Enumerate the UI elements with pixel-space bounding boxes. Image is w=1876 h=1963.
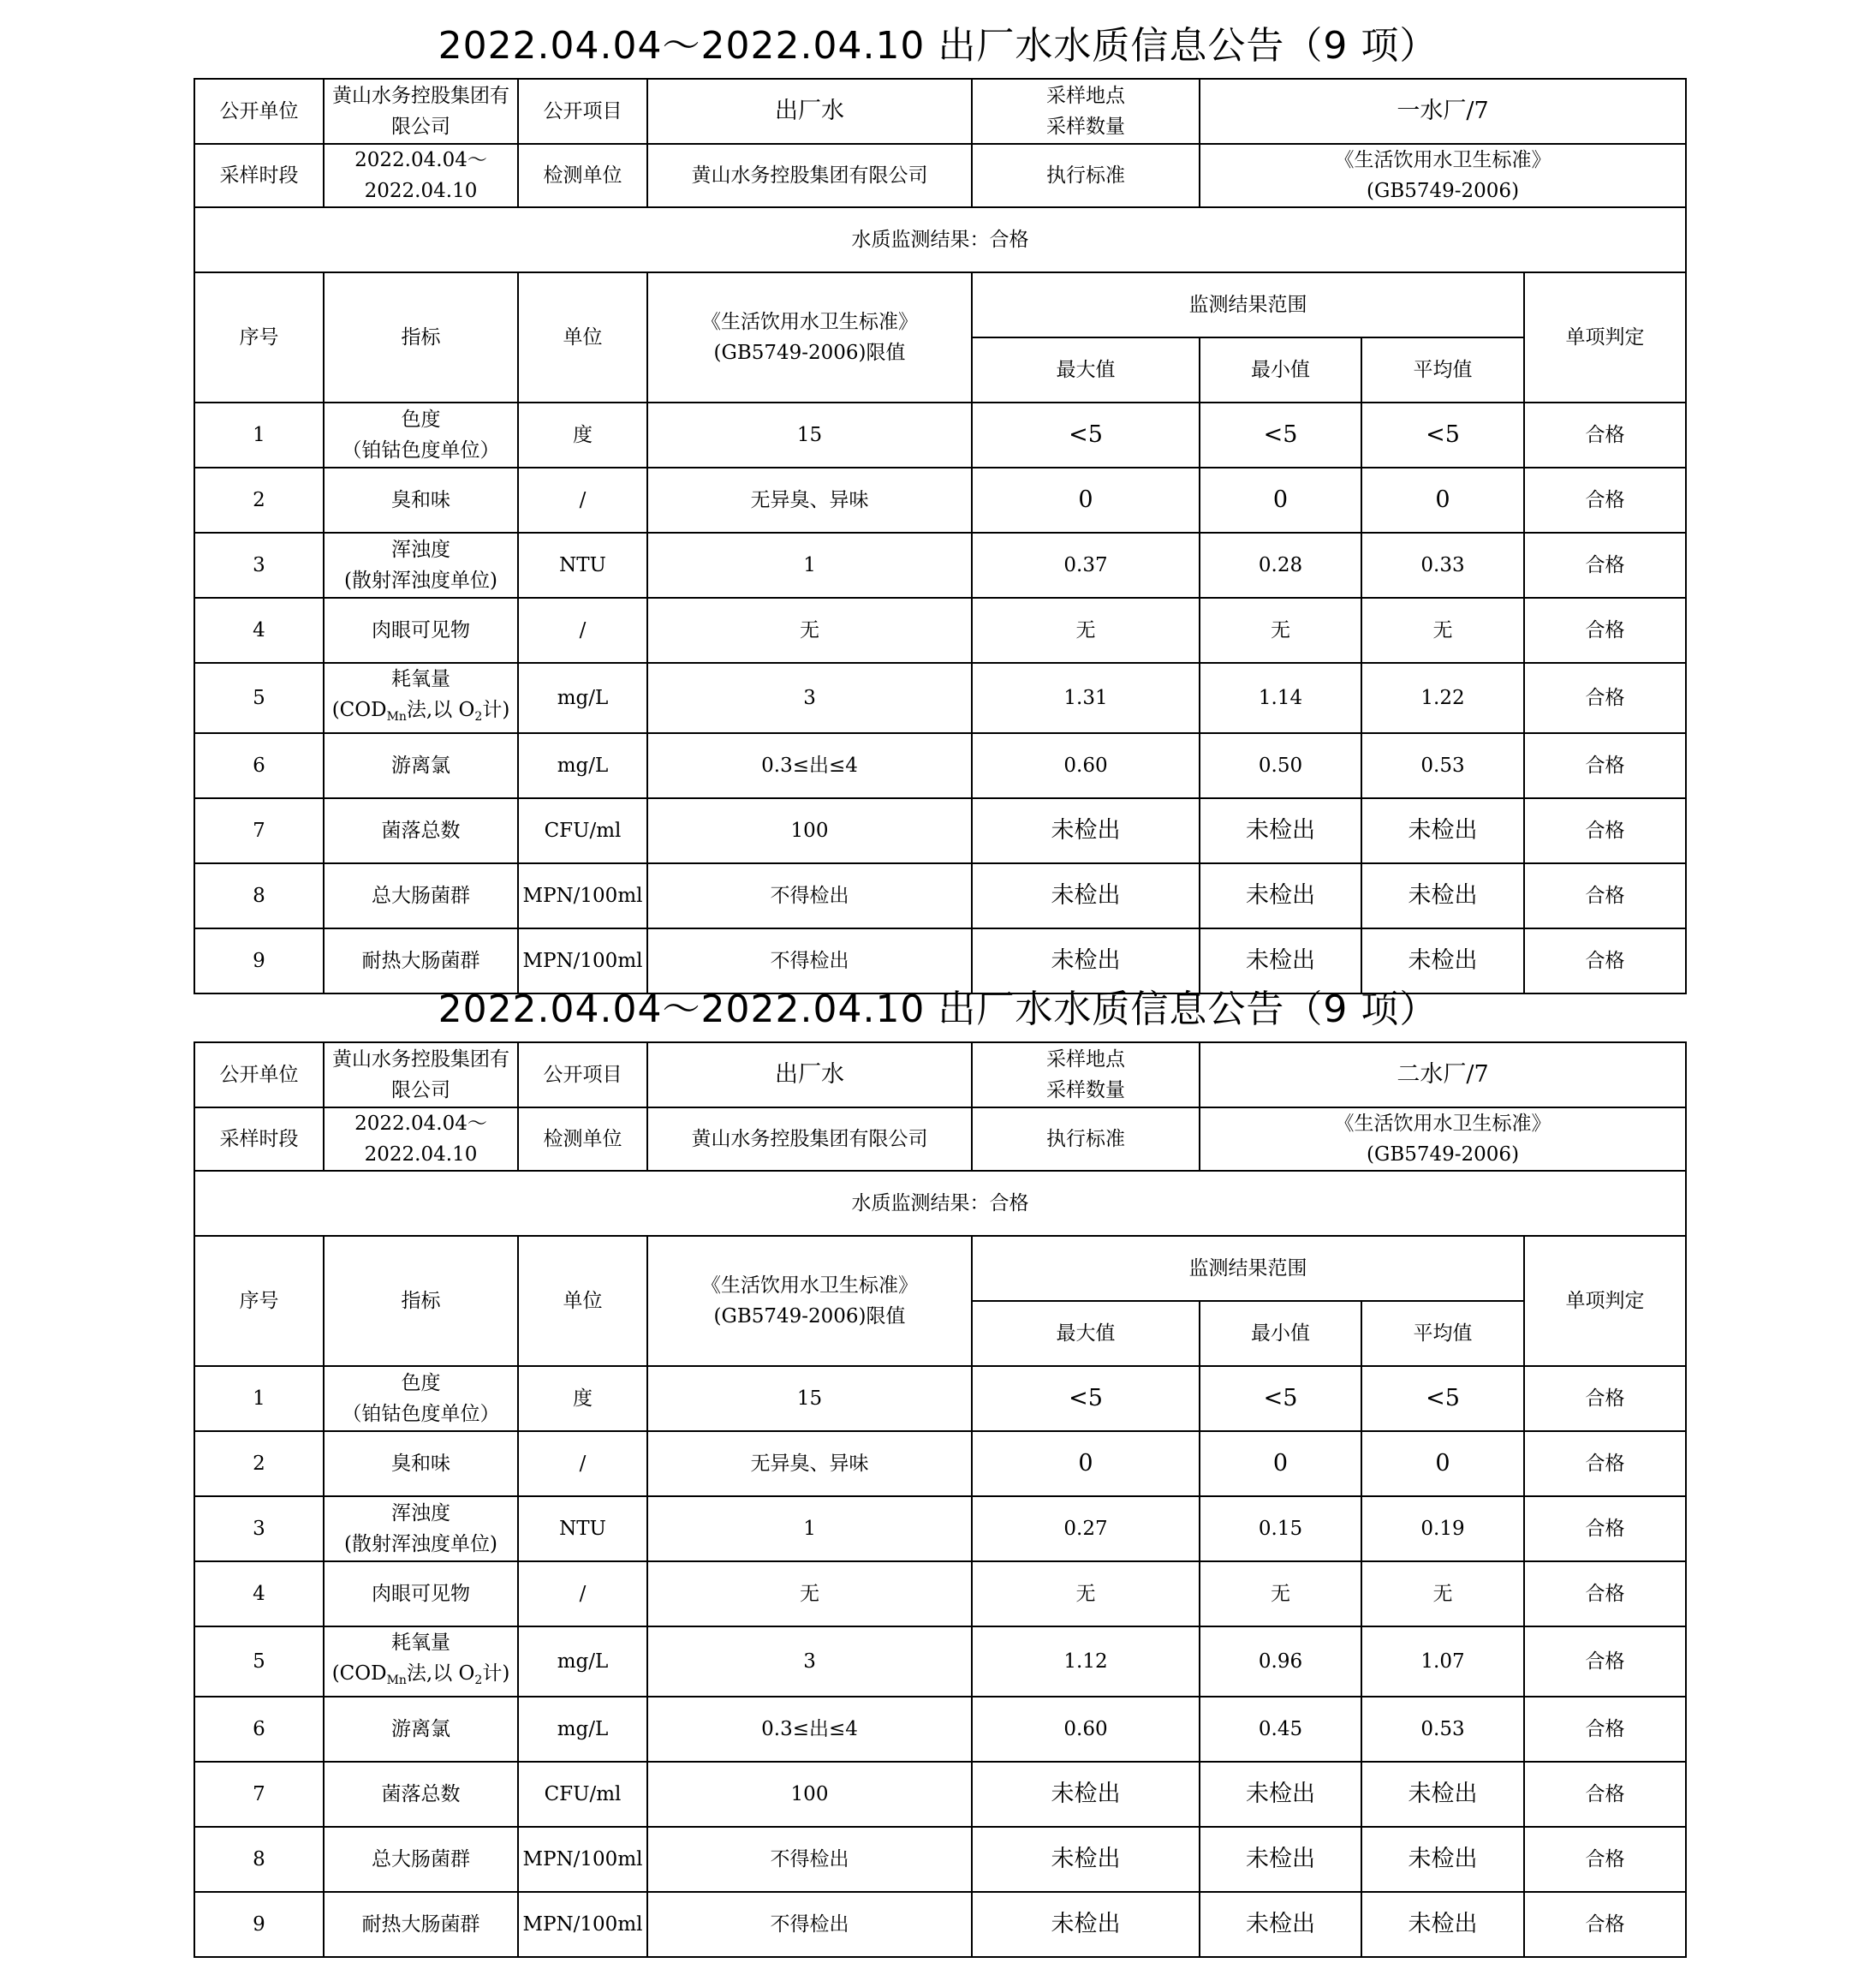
row-limit: 15: [647, 1366, 972, 1431]
row-unit: mg/L: [518, 1697, 647, 1762]
row-min: 0: [1200, 1431, 1361, 1496]
row-avg: 未检出: [1361, 798, 1524, 863]
row-max: 0: [972, 1431, 1200, 1496]
table-row: [194, 863, 1686, 928]
indicator-note-sub2: 2: [474, 1674, 483, 1687]
header-judge: 单项判定: [1524, 272, 1686, 403]
row-limit: 15: [647, 403, 972, 468]
row-unit: MPN/100ml: [518, 863, 647, 928]
row-limit: 0.3≤出≤4: [647, 733, 972, 798]
row-indicator: 菌落总数: [324, 1762, 518, 1827]
standard-value-line2: (GB5749-2006): [1366, 1143, 1520, 1166]
row-limit: 不得检出: [647, 1892, 972, 1957]
indicator-note-sub1: Mn: [386, 710, 407, 724]
period-label: 采样时段: [194, 1107, 324, 1171]
indicator-note-b: 法,以 O: [406, 699, 475, 721]
row-indicator: 菌落总数: [324, 798, 518, 863]
header-range: 监测结果范围: [972, 272, 1524, 337]
row-indicator: [324, 663, 518, 733]
row-min: 未检出: [1200, 928, 1361, 993]
sampling-site-label-line2: 采样数量: [1046, 1079, 1126, 1101]
header-min: 最小值: [1200, 1301, 1361, 1366]
row-no: 2: [194, 1431, 324, 1496]
indicator-name: 浑浊度: [391, 539, 450, 561]
lab-label: 检测单位: [518, 1107, 647, 1171]
lab-label: 检测单位: [518, 144, 647, 207]
indicator-note-a: (COD: [331, 699, 387, 721]
row-max: 0.60: [972, 733, 1200, 798]
row-indicator: 臭和味: [324, 1431, 518, 1496]
standard-value-line1: 《生活饮用水卫生标准》: [1334, 149, 1551, 171]
row-judge: 合格: [1524, 468, 1686, 533]
row-indicator: 耐热大肠菌群: [324, 1892, 518, 1957]
header-limit-line2: (GB5749-2006)限值: [713, 342, 906, 364]
row-judge: 合格: [1524, 598, 1686, 663]
row-limit: 3: [647, 663, 972, 733]
row-max: 未检出: [972, 798, 1200, 863]
row-max: 1.31: [972, 663, 1200, 733]
table-row: [194, 1697, 1686, 1762]
row-max: 0: [972, 468, 1200, 533]
indicator-note: (散射浑浊度单位): [344, 1533, 497, 1555]
row-min: 0.50: [1200, 733, 1361, 798]
row-no: 5: [194, 663, 324, 733]
sampling-site-label: [972, 79, 1200, 144]
standard-value: [1200, 1107, 1686, 1171]
water-quality-table: [194, 1041, 1687, 1958]
indicator-note: [328, 695, 514, 732]
row-avg: 未检出: [1361, 1892, 1524, 1957]
table-row: [194, 1366, 1686, 1431]
row-min: 未检出: [1200, 863, 1361, 928]
row-limit: 0.3≤出≤4: [647, 1697, 972, 1762]
publisher-value: 黄山水务控股集团有限公司: [324, 79, 518, 144]
row-judge: 合格: [1524, 798, 1686, 863]
indicator-note: （铂钴色度单位）: [342, 439, 500, 462]
row-unit: CFU/ml: [518, 798, 647, 863]
row-indicator: [324, 1626, 518, 1697]
indicator-name: 耗氧量: [391, 668, 450, 690]
row-unit: CFU/ml: [518, 1762, 647, 1827]
row-no: 8: [194, 1827, 324, 1892]
row-indicator: [324, 533, 518, 598]
row-no: 4: [194, 1561, 324, 1626]
row-no: 5: [194, 1626, 324, 1697]
row-judge: 合格: [1524, 1762, 1686, 1827]
lab-value: 黄山水务控股集团有限公司: [647, 1107, 972, 1171]
table-row: [194, 663, 1686, 733]
notice-title: 2022.04.04～2022.04.10 出厂水水质信息公告（9 项）: [438, 987, 1438, 1031]
indicator-note-sub2: 2: [474, 710, 483, 724]
project-label: 公开项目: [518, 79, 647, 144]
sampling-site-value: 一水厂/7: [1200, 79, 1686, 144]
row-judge: 合格: [1524, 1827, 1686, 1892]
header-indicator: 指标: [324, 1236, 518, 1366]
sampling-site-label: [972, 1042, 1200, 1107]
indicator-name: 色度: [401, 409, 441, 431]
header-indicator: 指标: [324, 272, 518, 403]
indicator-note: [328, 1658, 514, 1696]
header-unit: 单位: [518, 272, 647, 403]
indicator-note: (散射浑浊度单位): [344, 570, 497, 592]
row-limit: 100: [647, 798, 972, 863]
row-judge: 合格: [1524, 1561, 1686, 1626]
row-max: 未检出: [972, 1892, 1200, 1957]
table-row: [194, 598, 1686, 663]
row-limit: 无: [647, 598, 972, 663]
row-max: 无: [972, 1561, 1200, 1626]
row-min: 0.45: [1200, 1697, 1361, 1762]
table-row: [194, 468, 1686, 533]
row-judge: 合格: [1524, 1366, 1686, 1431]
row-avg: 0.19: [1361, 1496, 1524, 1561]
row-indicator: 耐热大肠菌群: [324, 928, 518, 993]
notice-title: 2022.04.04～2022.04.10 出厂水水质信息公告（9 项）: [438, 24, 1438, 68]
row-avg: <5: [1361, 403, 1524, 468]
indicator-note-c: 计): [482, 699, 510, 721]
row-no: 1: [194, 1366, 324, 1431]
row-unit: MPN/100ml: [518, 1892, 647, 1957]
row-unit: /: [518, 468, 647, 533]
project-value: 出厂水: [647, 79, 972, 144]
water-quality-table: [194, 78, 1687, 994]
table-row: [194, 1827, 1686, 1892]
standard-label: 执行标准: [972, 1107, 1200, 1171]
standard-value-line1: 《生活饮用水卫生标准》: [1334, 1113, 1551, 1135]
header-avg: 平均值: [1361, 1301, 1524, 1366]
row-avg: 1.22: [1361, 663, 1524, 733]
standard-value-line2: (GB5749-2006): [1366, 180, 1520, 202]
row-no: 1: [194, 403, 324, 468]
row-limit: 无: [647, 1561, 972, 1626]
row-no: 8: [194, 863, 324, 928]
row-min: 1.14: [1200, 663, 1361, 733]
row-indicator: 肉眼可见物: [324, 1561, 518, 1626]
row-min: 无: [1200, 598, 1361, 663]
row-min: 0.28: [1200, 533, 1361, 598]
row-indicator: [324, 1366, 518, 1431]
header-limit-line1: 《生活饮用水卫生标准》: [701, 1274, 918, 1297]
row-no: 9: [194, 928, 324, 993]
row-unit: mg/L: [518, 1626, 647, 1697]
indicator-name: 色度: [401, 1372, 441, 1394]
row-avg: 无: [1361, 1561, 1524, 1626]
indicator-note-sub1: Mn: [386, 1674, 407, 1687]
row-unit: MPN/100ml: [518, 1827, 647, 1892]
row-max: 0.60: [972, 1697, 1200, 1762]
header-limit-line1: 《生活饮用水卫生标准》: [701, 311, 918, 333]
row-limit: 无异臭、异味: [647, 1431, 972, 1496]
row-judge: 合格: [1524, 1697, 1686, 1762]
publisher-label: 公开单位: [194, 1042, 324, 1107]
row-max: 未检出: [972, 928, 1200, 993]
indicator-name: 耗氧量: [391, 1632, 450, 1654]
row-unit: /: [518, 1561, 647, 1626]
row-min: <5: [1200, 1366, 1361, 1431]
publisher-label: 公开单位: [194, 79, 324, 144]
row-judge: 合格: [1524, 403, 1686, 468]
row-unit: 度: [518, 403, 647, 468]
row-judge: 合格: [1524, 663, 1686, 733]
row-max: 无: [972, 598, 1200, 663]
row-no: 7: [194, 798, 324, 863]
header-limit: [647, 272, 972, 403]
row-avg: 0.33: [1361, 533, 1524, 598]
row-unit: /: [518, 598, 647, 663]
row-limit: 100: [647, 1762, 972, 1827]
indicator-note-a: (COD: [331, 1662, 387, 1685]
table-row: [194, 928, 1686, 993]
sampling-site-label-line2: 采样数量: [1046, 116, 1126, 138]
period-value: 2022.04.04～2022.04.10: [324, 144, 518, 207]
row-indicator: 游离氯: [324, 1697, 518, 1762]
row-avg: 无: [1361, 598, 1524, 663]
sampling-site-label-line1: 采样地点: [1046, 1048, 1126, 1071]
row-judge: 合格: [1524, 1626, 1686, 1697]
table-row: [194, 1431, 1686, 1496]
table-row: [194, 1561, 1686, 1626]
sampling-site-label-line1: 采样地点: [1046, 85, 1126, 107]
row-min: 0.15: [1200, 1496, 1361, 1561]
row-avg: 未检出: [1361, 928, 1524, 993]
row-unit: mg/L: [518, 663, 647, 733]
standard-label: 执行标准: [972, 144, 1200, 207]
row-no: 3: [194, 533, 324, 598]
row-no: 2: [194, 468, 324, 533]
row-no: 6: [194, 1697, 324, 1762]
row-max: 0.37: [972, 533, 1200, 598]
result-summary: 水质监测结果：合格: [194, 207, 1686, 272]
row-judge: 合格: [1524, 1496, 1686, 1561]
indicator-note: （铂钴色度单位）: [342, 1403, 500, 1425]
row-no: 9: [194, 1892, 324, 1957]
row-judge: 合格: [1524, 1892, 1686, 1957]
row-indicator: 总大肠菌群: [324, 863, 518, 928]
result-summary: 水质监测结果：合格: [194, 1171, 1686, 1236]
table-row: [194, 1626, 1686, 1697]
header-avg: 平均值: [1361, 337, 1524, 403]
indicator-note-c: 计): [482, 1662, 510, 1685]
row-unit: mg/L: [518, 733, 647, 798]
row-max: 未检出: [972, 1827, 1200, 1892]
row-avg: <5: [1361, 1366, 1524, 1431]
indicator-note-b: 法,以 O: [406, 1662, 475, 1685]
indicator-name: 浑浊度: [391, 1502, 450, 1524]
row-judge: 合格: [1524, 1431, 1686, 1496]
period-value: 2022.04.04～2022.04.10: [324, 1107, 518, 1171]
row-max: 0.27: [972, 1496, 1200, 1561]
row-limit: 无异臭、异味: [647, 468, 972, 533]
row-judge: 合格: [1524, 733, 1686, 798]
row-avg: 0: [1361, 468, 1524, 533]
header-judge: 单项判定: [1524, 1236, 1686, 1366]
row-max: 未检出: [972, 863, 1200, 928]
table-row: [194, 1496, 1686, 1561]
row-judge: 合格: [1524, 928, 1686, 993]
sampling-site-value: 二水厂/7: [1200, 1042, 1686, 1107]
row-min: 未检出: [1200, 1892, 1361, 1957]
project-value: 出厂水: [647, 1042, 972, 1107]
standard-value: [1200, 144, 1686, 207]
header-no: 序号: [194, 272, 324, 403]
row-unit: NTU: [518, 1496, 647, 1561]
row-limit: 1: [647, 533, 972, 598]
row-no: 7: [194, 1762, 324, 1827]
row-max: <5: [972, 1366, 1200, 1431]
header-unit: 单位: [518, 1236, 647, 1366]
row-min: 0.96: [1200, 1626, 1361, 1697]
row-limit: 不得检出: [647, 1827, 972, 1892]
row-indicator: [324, 1496, 518, 1561]
row-limit: 1: [647, 1496, 972, 1561]
table-row: [194, 733, 1686, 798]
table-row: [194, 1892, 1686, 1957]
row-max: 未检出: [972, 1762, 1200, 1827]
row-min: 未检出: [1200, 798, 1361, 863]
row-limit: 不得检出: [647, 863, 972, 928]
row-no: 3: [194, 1496, 324, 1561]
row-min: 未检出: [1200, 1827, 1361, 1892]
row-unit: NTU: [518, 533, 647, 598]
row-avg: 未检出: [1361, 863, 1524, 928]
table-row: [194, 1762, 1686, 1827]
table-row: [194, 403, 1686, 468]
row-avg: 未检出: [1361, 1827, 1524, 1892]
table-row: [194, 798, 1686, 863]
header-max: 最大值: [972, 337, 1200, 403]
row-min: <5: [1200, 403, 1361, 468]
publisher-value: 黄山水务控股集团有限公司: [324, 1042, 518, 1107]
row-no: 4: [194, 598, 324, 663]
header-no: 序号: [194, 1236, 324, 1366]
table-row: [194, 533, 1686, 598]
header-min: 最小值: [1200, 337, 1361, 403]
row-min: 未检出: [1200, 1762, 1361, 1827]
row-unit: 度: [518, 1366, 647, 1431]
row-indicator: 总大肠菌群: [324, 1827, 518, 1892]
row-limit: 3: [647, 1626, 972, 1697]
row-limit: 不得检出: [647, 928, 972, 993]
row-judge: 合格: [1524, 863, 1686, 928]
row-min: 0: [1200, 468, 1361, 533]
row-min: 无: [1200, 1561, 1361, 1626]
row-avg: 0: [1361, 1431, 1524, 1496]
row-indicator: 臭和味: [324, 468, 518, 533]
row-indicator: 游离氯: [324, 733, 518, 798]
lab-value: 黄山水务控股集团有限公司: [647, 144, 972, 207]
header-limit: [647, 1236, 972, 1366]
row-avg: 未检出: [1361, 1762, 1524, 1827]
row-avg: 0.53: [1361, 1697, 1524, 1762]
row-indicator: 肉眼可见物: [324, 598, 518, 663]
row-indicator: [324, 403, 518, 468]
row-max: <5: [972, 403, 1200, 468]
row-no: 6: [194, 733, 324, 798]
header-range: 监测结果范围: [972, 1236, 1524, 1301]
header-max: 最大值: [972, 1301, 1200, 1366]
row-judge: 合格: [1524, 533, 1686, 598]
project-label: 公开项目: [518, 1042, 647, 1107]
row-unit: /: [518, 1431, 647, 1496]
row-unit: MPN/100ml: [518, 928, 647, 993]
header-limit-line2: (GB5749-2006)限值: [713, 1305, 906, 1328]
period-label: 采样时段: [194, 144, 324, 207]
row-max: 1.12: [972, 1626, 1200, 1697]
row-avg: 0.53: [1361, 733, 1524, 798]
row-avg: 1.07: [1361, 1626, 1524, 1697]
